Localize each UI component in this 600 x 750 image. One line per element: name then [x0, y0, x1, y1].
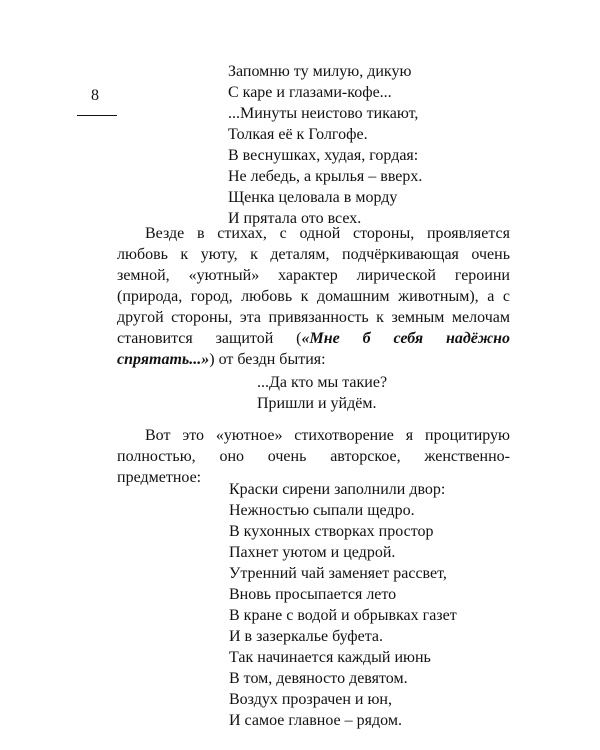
verse-line: Запомню ту милую, дикую — [228, 63, 412, 80]
verse-line: Толкая её к Голгофе. — [228, 126, 368, 143]
verse-line: Воздух прозрачен и юн, — [229, 691, 392, 708]
poem-excerpt-2 — [257, 372, 387, 414]
paragraph-text-before: Везде в стихах, с одной стороны, проявляется любовь к уюту, к деталям, подчёркивающая очень земной, «уютный» характер лирической героини (природа, город, любовь к домашним животным), а с другой стороны, эта привязанность к земным мелочам становится защитой ( — [117, 225, 510, 347]
verse-line: В веснушках, худая, гордая: — [228, 147, 419, 164]
commentary-paragraph-1 — [117, 223, 510, 370]
verse-line: В кухонных створках простор — [229, 523, 434, 540]
emphasized-quote: «Мне б себя надёжно спрятать...» — [117, 330, 510, 368]
verse-line: ...Минуты неистово тикают, — [228, 105, 419, 122]
verse-line: И в зазеркалье буфета. — [229, 628, 383, 645]
verse-line: В том, девяносто девятом. — [229, 670, 408, 687]
poem-full — [229, 479, 457, 731]
poem-excerpt-1 — [228, 61, 422, 229]
verse-line: Щенка целовала в морду — [228, 189, 398, 206]
page-number: 8 — [91, 87, 99, 104]
verse-line: И прятала ото всех. — [228, 210, 362, 227]
page-number-rule — [77, 115, 117, 116]
verse-line: С каре и глазами-кофе... — [228, 84, 392, 101]
verse-line: Пришли и уйдём. — [257, 395, 377, 412]
verse-line: Так начинается каждый июнь — [229, 649, 431, 666]
paragraph-text: Вот это «уютное» стихотворение я процитирую полностью, оно очень авторское, женственно-предметное: — [117, 427, 510, 486]
verse-line: И самое главное – рядом. — [229, 712, 402, 729]
paragraph-text — [117, 223, 510, 370]
verse-line: Нежностью сыпали щедро. — [229, 502, 415, 519]
verse-line: Вновь просыпается лето — [229, 586, 397, 603]
paragraph-text-after: ) от бездн бытия: — [209, 351, 326, 368]
verse-line: Краски сирени заполнили двор: — [229, 481, 446, 498]
verse-line: Пахнет уютом и цедрой. — [229, 544, 396, 561]
verse-line: ...Да кто мы такие? — [257, 374, 388, 391]
verse-line: Утренний чай заменяет рассвет, — [229, 565, 447, 582]
verse-line: В кране с водой и обрывках газет — [229, 607, 457, 624]
verse-line: Не лебедь, а крылья – вверх. — [228, 168, 423, 185]
